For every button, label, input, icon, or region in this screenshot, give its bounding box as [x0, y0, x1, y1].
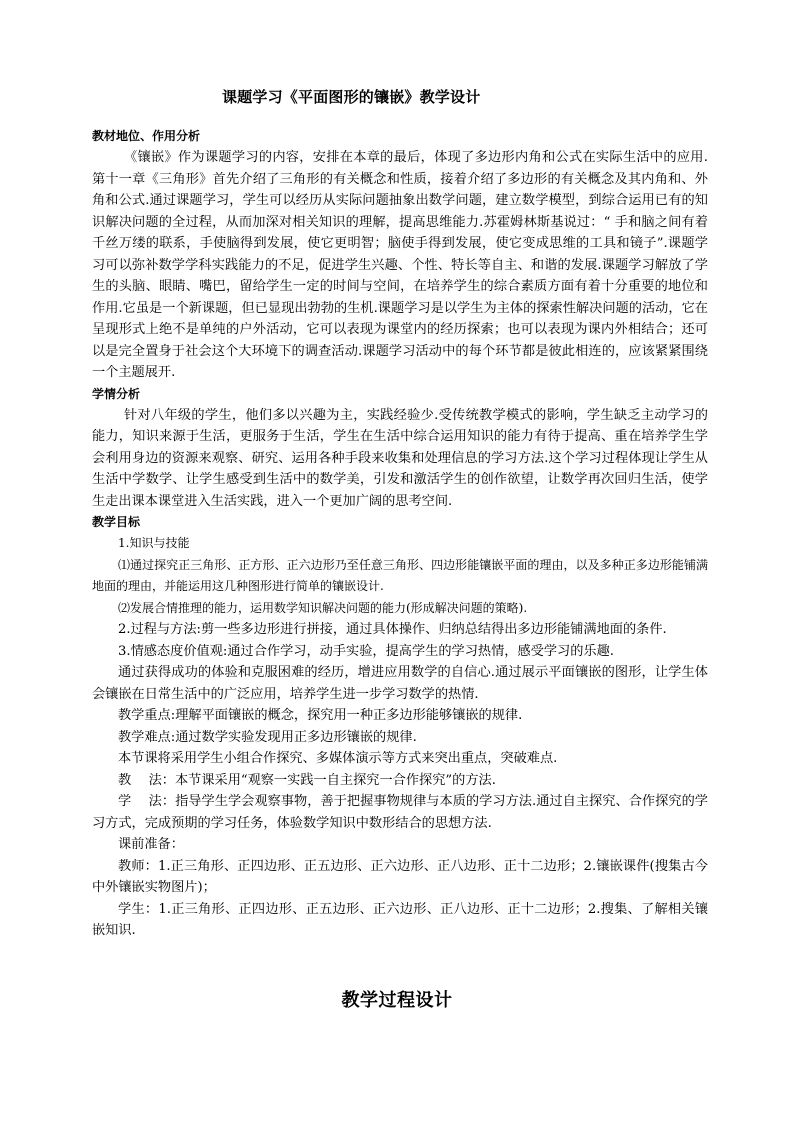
objective-emotion-values: 3.情感态度价值观:通过合作学习，动手实验，提高学生的学习热情，感受学习的乐趣. [118, 643, 614, 659]
teaching-approach-note: 本节课将采用学生小组合作探究、多媒体演示等方式来突出重点，突破难点. [118, 751, 558, 766]
section-heading-analysis: 教材地位、作用分析 [92, 129, 201, 143]
objective-emotion-detail: 通过获得成功的体验和克服困难的经历，增进应用数学的自信心.通过展示平面镶嵌的图形，让学生体会镶嵌在日常生活中的广泛应用，培养学生进一步学习数学的热情. [92, 665, 708, 702]
learner-paragraph: 针对八年级的学生，他们多以兴趣为主，实践经验少.受传统教学模式的影响，学生缺乏主动学习的能力，知识来源于生活，更服务于生活，学生在生活中综合运用知识的能力有待于提高、重在培养学生学会利用身边的资源来观察、研究、运用各种手段来收集和处理信息的学习方法.这个学习过程体现让学生从生活中学数学、让学生感受到生活中的数学美，引发和激活学生的创作欲望，让数学再次回归生活，使学生走出课本课堂进入生活实践，进入一个更加广阔的思考空间. [92, 407, 708, 509]
learning-method: 学 法：指导学生学会观察事物，善于把握事物规律与本质的学习方法.通过自主探究、合作探究的学习方式，完成预期的学习任务，体验数学知识中数形结合的思想方法. [92, 794, 708, 831]
teaching-key-point: 教学重点:理解平面镶嵌的概念，探究用一种正多边形能够镶嵌的规律. [118, 708, 523, 723]
objective-1a: ⑴通过探究正三角形、正方形、正六边形乃至任意三角形、四边形能镶嵌平面的理由，以及多种正多边形能铺满地面的理由，并能运用这几种图形进行简单的镶嵌设计. [92, 557, 708, 593]
section-heading-objectives: 教学目标 [92, 515, 141, 529]
document-body [92, 126, 708, 942]
objective-1b: ⑵发展合情推理的能力，运用数学知识解决问题的能力(形成解决问题的策略). [118, 600, 528, 615]
section-heading-learner: 学情分析 [92, 386, 141, 401]
objective-knowledge-skills: 1.知识与技能 [118, 536, 190, 550]
document-title: 课题学习《平面图形的镶嵌》教学设计 [222, 88, 481, 106]
preparation-teacher: 教师：1.正三角形、正四边形、正五边形、正六边形、正八边形、正十二边形；2.镶嵌课件(搜集古今中外镶嵌实物图片)； [92, 858, 708, 895]
teaching-method: 教 法：本节课采用“观察一实践一自主探究一合作探究”的方法. [118, 772, 496, 788]
teaching-difficulty: 教学难点:通过数学实验发现用正多边形镶嵌的规律. [118, 729, 417, 745]
objective-process-method: 2.过程与方法:剪一些多边形进行拼接，通过具体操作、归纳总结得出多边形能铺满地面的条件. [118, 622, 667, 637]
preparation-heading: 课前准备： [118, 837, 184, 852]
preparation-student: 学生：1.正三角形、正四边形、正五边形、正六边形、正八边形、正十二边形；2.搜集、了解相关镶嵌知识. [92, 901, 708, 938]
analysis-paragraph: 《镶嵌》作为课题学习的内容，安排在本章的最后，体现了多边形内角和公式在实际生活中的应用.第十一章《三角形》首先介绍了三角形的有关概念和性质，接着介绍了多边形的有关概念及其内角和、外角和公式.通过课题学习，学生可以经历从实际问题抽象出数学问题，建立数学模型，到综合运用已有的知识解决问题的全过程，从而加深对相关知识的理解，提高思维能力.苏霍姆林斯基说过：“ 手和脑之间有着千丝万缕的联系，手使脑得到发展，使它更明智；脑使手得到发展，使它变成思维的工具和镜子”.课题学习可以弥补数学学科实践能力的不足，促进学生兴趣、个性、特长等自主、和谐的发展.课题学习解放了学生的头脑、眼睛、嘴巴，留给学生一定的时间与空间，在培养学生的综合素质方面有着十分重要的地位和作用.它虽是一个新课题，但已显现出勃勃的生机.课题学习是以学生为主体的探索性解决问题的活动，它在呈现形式上绝不是单纯的户外活动，它可以表现为课堂内的经历探索；也可以表现为课内外相结合；还可以是完全置身于社会这个大环境下的调查活动.课题学习活动中的每个环节都是彼此相连的，应该紧紧围绕一个主题展开. [92, 150, 708, 380]
process-design-title: 教学过程设计 [341, 990, 453, 1011]
